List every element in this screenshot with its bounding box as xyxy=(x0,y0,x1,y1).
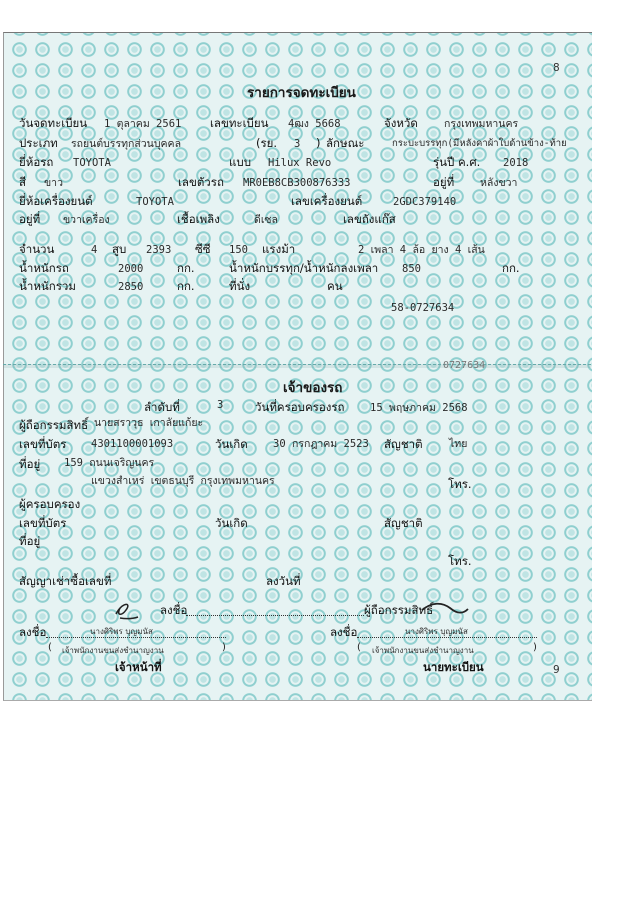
occupant-title: ผู้ครอบครอง xyxy=(19,497,81,511)
cylinders-label: สูบ xyxy=(112,242,127,256)
owner-nationality-label: สัญชาติ xyxy=(384,437,423,451)
engine-number-value: 2GDC379140 xyxy=(393,196,457,208)
engine-number-label: เลขเครื่องยนต์ xyxy=(291,194,363,208)
registration-title: รายการจดทะเบียน xyxy=(247,85,356,101)
page-number-bottom: 9 xyxy=(553,664,560,676)
axles-tires-value: 2 เพลา 4 ล้อ ยาง 4 เส้น xyxy=(358,244,485,256)
holder-sign-caption: ผู้ถือกรรมสิทธิ์ xyxy=(364,603,434,617)
chassis-label: เลขตัวรถ xyxy=(178,175,224,189)
owner-tel-label: โทร. xyxy=(448,477,472,491)
order-value: 3 xyxy=(217,399,224,411)
owner-title: เจ้าของรถ xyxy=(283,380,343,396)
chassis-location-label: อยู่ที่ xyxy=(433,175,455,189)
cylinders-value: 4 xyxy=(91,244,98,256)
reg-date-value: 1 ตุลาคม 2561 xyxy=(104,118,182,130)
engine-location-value: ขวาเครื่อง xyxy=(63,214,110,226)
model-label: แบบ xyxy=(229,155,252,169)
holder-signature xyxy=(420,598,472,620)
officer-title: เจ้าหน้าที่ xyxy=(115,660,162,674)
color-value: ขาว xyxy=(44,177,63,189)
holder-value: นายสราวุธ เกาลัยแก้ยะ xyxy=(94,417,204,429)
chassis-value: MR0EB8CB300876333 xyxy=(243,177,351,189)
ry-close: ) xyxy=(316,136,321,150)
holder-label: ผู้ถือกรรมสิทธิ์ xyxy=(19,418,89,432)
model-value: Hilux Revo xyxy=(268,157,332,169)
occupant-id-label: เลขที่บัตร xyxy=(19,516,67,530)
load-unit: กก. xyxy=(502,261,520,275)
possess-date-value: 15 พฤษภาคม 2568 xyxy=(370,402,468,414)
engine-brand-label: ยี่ห้อเครื่องยนต์ xyxy=(19,194,93,208)
cc-label: ซีซี xyxy=(195,242,211,256)
gross-weight-value: 2850 xyxy=(118,281,144,293)
possess-date-label: วันที่ครอบครองรถ xyxy=(255,400,345,414)
count-label: จำนวน xyxy=(19,242,55,256)
officer-open-paren: ( xyxy=(48,642,52,653)
hire-contract-label: สัญญาเช่าซื้อเลขที่ xyxy=(19,574,112,588)
officer-role: เจ้าพนักงานขนส่งชำนาญงาน xyxy=(62,646,164,655)
registrar-title: นายทะเบียน xyxy=(423,660,484,674)
gross-weight-unit: กก. xyxy=(177,279,195,293)
owner-address-line2: แขวงสำเหร่ เขตธนบุรี กรุงเทพมหานคร xyxy=(91,475,275,487)
holder-sign-line xyxy=(186,614,364,616)
page-number-top: 8 xyxy=(553,62,560,74)
registrar-role: เจ้าพนักงานขนส่งชำนาญงาน xyxy=(372,646,474,655)
year-label: รุ่นปี ค.ศ. xyxy=(433,155,481,169)
year-value: 2018 xyxy=(503,157,529,169)
weight-unit: กก. xyxy=(177,261,195,275)
brand-value: TOYOTA xyxy=(73,157,111,169)
type-label: ประเภท xyxy=(19,136,58,150)
registrar-close-paren: ) xyxy=(533,642,537,653)
owner-dob-value: 30 กรกฎาคม 2523 xyxy=(273,438,369,450)
body-label: ลักษณะ xyxy=(326,136,365,150)
owner-address-line1: 159 ถนนเจริญนคร xyxy=(64,457,155,469)
owner-dob-label: วันเกิด xyxy=(215,437,248,451)
registrar-name: นางศิริพร บุญมนัส xyxy=(405,627,468,636)
owner-id-value: 4301100001093 xyxy=(91,438,174,450)
occupant-tel-label: โทร. xyxy=(448,554,472,568)
seats-label: ที่นั่ง xyxy=(229,279,251,293)
load-label: น้ำหนักบรรทุก/น้ำหนักลงเพลา xyxy=(229,261,379,275)
plate-value: 4ฒง 5668 xyxy=(288,118,341,130)
holder-sign-label: ลงชื่อ xyxy=(160,603,188,617)
horsepower-label: แรงม้า xyxy=(262,242,296,256)
plate-label: เลขทะเบียน xyxy=(210,116,269,130)
color-label: สี xyxy=(19,175,27,189)
body-value: กระบะบรรทุก(มีหลังคาผ้าใบด้านข้าง-ท้าย xyxy=(392,138,567,149)
horsepower-value: 150 xyxy=(229,244,248,256)
page-fold xyxy=(3,364,591,368)
fuel-value: ดีเซล xyxy=(254,214,278,226)
owner-id-label: เลขที่บัตร xyxy=(19,437,67,451)
reg-date-label: วันจดทะเบียน xyxy=(19,116,88,130)
officer-close-paren: ) xyxy=(222,642,226,653)
occupant-address-label: ที่อยู่ xyxy=(19,534,41,548)
seats-unit: คน xyxy=(327,279,343,293)
owner-nationality-value: ไทย xyxy=(449,438,468,450)
province-value: กรุงเทพมหานคร xyxy=(444,118,519,130)
fold-document-number: 0727634 xyxy=(443,360,486,371)
holder-initial-signature xyxy=(112,598,142,622)
type-value: รถยนต์บรรทุกส่วนบุคคล xyxy=(71,138,181,150)
hire-date-label: ลงวันที่ xyxy=(266,574,301,588)
owner-address-label: ที่อยู่ xyxy=(19,457,41,471)
officer-name: นางศิริพร บุญมนัส xyxy=(90,627,153,636)
weight-value: 2000 xyxy=(118,263,144,275)
engine-brand-value: TOYOTA xyxy=(136,196,174,208)
order-label: ลำดับที่ xyxy=(144,400,180,414)
province-label: จังหวัด xyxy=(384,116,418,130)
registrar-sign-label: ลงชื่อ xyxy=(330,625,358,639)
document-number: 58-0727634 xyxy=(391,302,455,314)
occupant-dob-label: วันเกิด xyxy=(215,516,248,530)
brand-label: ยี่ห้อรถ xyxy=(19,155,54,169)
gross-weight-label: น้ำหนักรวม xyxy=(19,279,76,293)
weight-label: น้ำหนักรถ xyxy=(19,261,69,275)
fuel-label: เชื้อเพลิง xyxy=(177,212,220,226)
load-value: 850 xyxy=(402,263,421,275)
chassis-location-value: หลังขวา xyxy=(480,177,518,189)
engine-location-label: อยู่ที่ xyxy=(19,212,41,226)
officer-sign-label: ลงชื่อ xyxy=(19,625,47,639)
gas-tank-label: เลขถังแก๊ส xyxy=(343,212,396,226)
occupant-nationality-label: สัญชาติ xyxy=(384,516,423,530)
ry-value: 3 xyxy=(294,138,301,150)
ry-label: (รย. xyxy=(256,136,278,150)
cc-value: 2393 xyxy=(146,244,172,256)
registrar-open-paren: ( xyxy=(357,642,361,653)
